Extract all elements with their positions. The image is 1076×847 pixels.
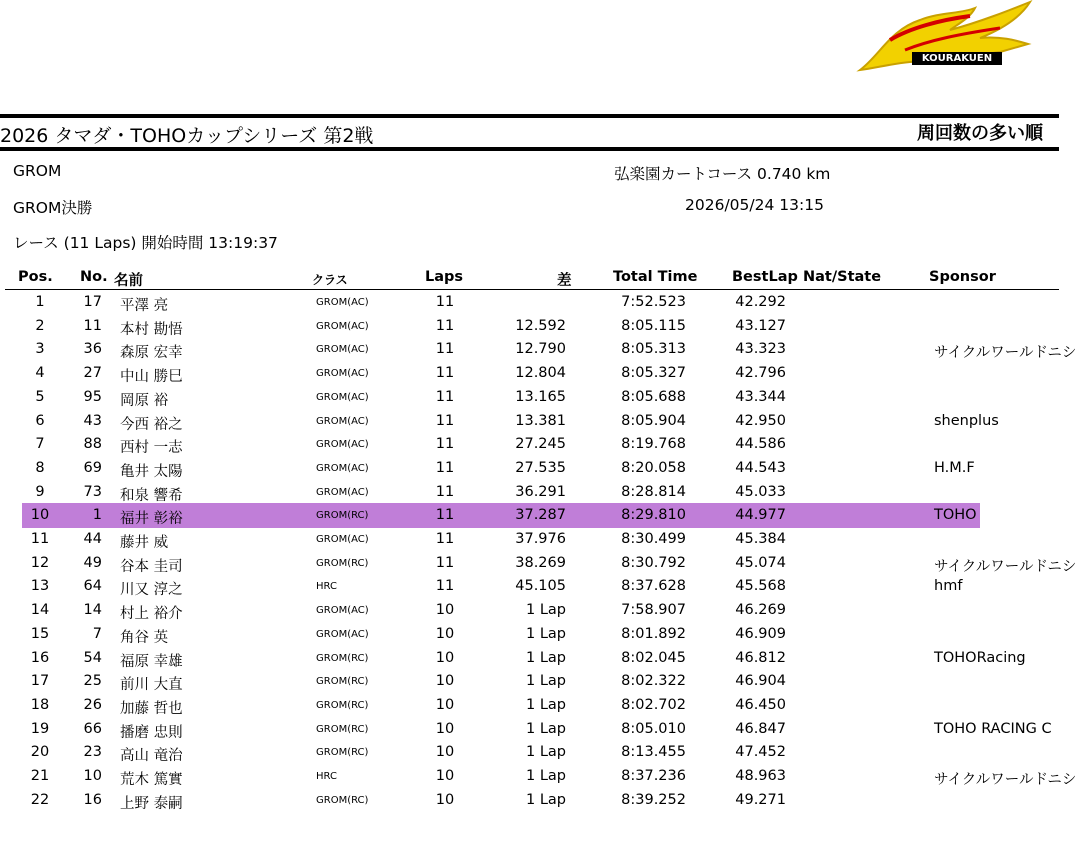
cell-name: 谷本 圭司 <box>120 558 183 575</box>
cell-pos: 22 <box>30 791 50 808</box>
cell-diff: 1 Lap <box>525 602 566 619</box>
cell-pos: 12 <box>30 554 50 571</box>
cell-diff: 1 Lap <box>525 673 566 690</box>
table-row <box>0 291 1059 315</box>
cell-best: 48.963 <box>735 768 786 784</box>
cell-best: 45.568 <box>735 578 786 595</box>
cell-pos: 20 <box>30 744 50 761</box>
cell-name: 角谷 英 <box>120 629 169 646</box>
cell-name: 中山 勝巳 <box>120 369 183 386</box>
cell-class: GROM(AC) <box>316 415 369 427</box>
course-info: 弘楽園カートコース 0.740 km <box>614 165 831 183</box>
table-row <box>0 623 1059 647</box>
logo-text: KOURAKUEN <box>921 53 993 64</box>
cell-laps: 11 <box>435 507 455 524</box>
col-class: クラス <box>312 273 348 287</box>
cell-total: 7:52.523 <box>621 294 686 310</box>
cell-total: 8:37.628 <box>621 578 686 595</box>
cell-name: 川又 淳之 <box>120 582 183 599</box>
cell-diff: 1 Lap <box>525 649 566 666</box>
cell-laps: 11 <box>435 483 455 500</box>
cell-name: 前川 大直 <box>120 677 183 694</box>
cell-pos: 4 <box>35 365 45 382</box>
cell-name: 亀井 太陽 <box>120 463 183 480</box>
cell-class: GROM(RC) <box>316 557 369 569</box>
cell-sponsor: サイクルワールドニシ <box>934 558 1076 575</box>
cell-no: 36 <box>83 341 102 358</box>
cell-laps: 11 <box>435 365 455 382</box>
cell-laps: 10 <box>435 744 455 761</box>
cell-diff: 1 Lap <box>525 768 566 784</box>
cell-sponsor: H.M.F <box>934 459 975 476</box>
table-row <box>0 575 1059 599</box>
table-row <box>0 670 1059 694</box>
cell-name: 村上 裕介 <box>120 606 183 623</box>
cell-pos: 1 <box>35 294 45 310</box>
cell-best: 49.271 <box>735 791 786 808</box>
table-row <box>0 410 1059 434</box>
cell-name: 森原 宏幸 <box>120 345 183 362</box>
table-row <box>0 694 1059 718</box>
cell-pos: 21 <box>30 768 50 784</box>
cell-laps: 10 <box>435 720 455 737</box>
cell-no: 43 <box>83 412 102 429</box>
table-row <box>0 338 1076 362</box>
cell-class: GROM(AC) <box>316 297 369 308</box>
cell-total: 8:37.236 <box>621 768 686 784</box>
cell-no: 27 <box>83 365 102 382</box>
col-sponsor: Sponsor <box>929 269 996 285</box>
cell-diff: 1 Lap <box>525 720 566 737</box>
cell-pos: 6 <box>35 412 45 429</box>
cell-total: 8:05.313 <box>621 341 686 358</box>
cell-no: 11 <box>83 317 102 334</box>
table-row <box>0 457 1059 481</box>
table-row <box>0 718 1059 742</box>
cell-pos: 17 <box>30 673 50 690</box>
cell-class: GROM(AC) <box>316 391 369 403</box>
col-best: BestLap <box>732 269 798 285</box>
cell-class: GROM(AC) <box>316 486 369 498</box>
col-laps: Laps <box>425 269 464 285</box>
cell-laps: 10 <box>435 791 455 808</box>
cell-total: 8:28.814 <box>621 483 686 500</box>
cell-class: HRC <box>316 581 337 593</box>
cell-diff: 13.381 <box>515 412 566 429</box>
cell-no: 64 <box>83 578 102 595</box>
cell-sponsor: サイクルワールドニシ <box>934 345 1076 362</box>
cell-best: 42.292 <box>735 294 786 310</box>
cell-laps: 11 <box>435 531 455 547</box>
cell-total: 8:13.455 <box>621 744 686 761</box>
cell-class: GROM(AC) <box>316 368 369 380</box>
cell-laps: 11 <box>435 578 455 595</box>
cell-total: 7:58.907 <box>621 602 686 619</box>
table-row <box>0 741 1059 765</box>
logo-graphic <box>850 0 1040 80</box>
cell-no: 7 <box>92 625 102 642</box>
cell-diff: 27.245 <box>515 436 566 453</box>
cell-class: GROM(AC) <box>316 605 369 617</box>
cell-pos: 2 <box>35 317 45 334</box>
cell-best: 46.450 <box>735 696 786 713</box>
cell-name: 福原 幸雄 <box>120 653 183 670</box>
cell-class: GROM(RC) <box>316 699 369 711</box>
cell-best: 44.543 <box>735 459 786 476</box>
cell-best: 44.586 <box>735 436 786 453</box>
cell-best: 43.344 <box>735 388 786 405</box>
cell-best: 47.452 <box>735 744 786 761</box>
cell-no: 95 <box>83 388 102 405</box>
cell-total: 8:01.892 <box>621 625 686 642</box>
cell-class: GROM(RC) <box>316 676 369 688</box>
cell-class: GROM(AC) <box>316 320 369 332</box>
cell-no: 16 <box>83 791 102 808</box>
cell-diff: 27.535 <box>515 459 566 476</box>
race-info: レース (11 Laps) 開始時間 13:19:37 <box>13 234 278 252</box>
cell-laps: 11 <box>435 294 455 310</box>
cell-no: 73 <box>83 483 102 500</box>
cell-laps: 11 <box>435 554 455 571</box>
cell-no: 88 <box>83 436 102 453</box>
cell-pos: 19 <box>30 720 50 737</box>
event-title: 2026 タマダ・TOHOカップシリーズ 第2戦 <box>0 125 374 147</box>
table-row <box>0 599 1059 623</box>
cell-diff: 1 Lap <box>525 744 566 761</box>
cell-best: 46.909 <box>735 625 786 642</box>
col-total: Total Time <box>613 269 698 285</box>
cell-total: 8:02.045 <box>621 649 686 666</box>
table-row <box>0 386 1059 410</box>
cell-class: GROM(AC) <box>316 628 369 640</box>
cell-pos: 7 <box>35 436 45 453</box>
cell-sponsor: TOHO RACING C <box>934 720 1052 737</box>
cell-sponsor: TOHORacing <box>934 649 1026 666</box>
cell-name: 本村 勘悟 <box>120 321 183 338</box>
cell-name: 福井 彰裕 <box>120 511 183 528</box>
cell-total: 8:29.810 <box>621 507 686 524</box>
cell-best: 45.033 <box>735 483 786 500</box>
cell-diff: 13.165 <box>515 388 566 405</box>
cell-no: 44 <box>83 531 102 547</box>
cell-pos: 3 <box>35 341 45 358</box>
table-row <box>0 647 1059 671</box>
cell-pos: 9 <box>35 483 45 500</box>
table-row <box>0 433 1059 457</box>
cell-diff: 37.287 <box>515 507 566 524</box>
cell-diff: 38.269 <box>515 554 566 571</box>
cell-no: 69 <box>83 459 102 476</box>
cell-pos: 15 <box>30 625 50 642</box>
cell-diff: 1 Lap <box>525 791 566 808</box>
cell-total: 8:19.768 <box>621 436 686 453</box>
col-name: 名前 <box>114 273 143 289</box>
cell-pos: 8 <box>35 459 45 476</box>
cell-name: 加藤 哲也 <box>120 700 183 717</box>
cell-name: 今西 裕之 <box>120 416 183 433</box>
cell-pos: 13 <box>30 578 50 595</box>
cell-laps: 11 <box>435 388 455 405</box>
table-row <box>0 528 1059 552</box>
cell-pos: 11 <box>30 531 50 547</box>
cell-pos: 10 <box>30 507 50 524</box>
cell-name: 西村 一志 <box>120 440 183 457</box>
cell-sponsor: TOHO <box>934 507 977 524</box>
cell-pos: 18 <box>30 696 50 713</box>
cell-diff: 1 Lap <box>525 625 566 642</box>
cell-class: GROM(AC) <box>316 439 369 451</box>
category-label: GROM <box>13 162 62 180</box>
cell-sponsor: サイクルワールドニシ <box>934 772 1076 788</box>
cell-no: 17 <box>83 294 102 310</box>
cell-laps: 10 <box>435 649 455 666</box>
cell-laps: 10 <box>435 696 455 713</box>
cell-name: 高山 竜治 <box>120 748 183 765</box>
cell-class: GROM(AC) <box>316 462 369 474</box>
cell-laps: 11 <box>435 317 455 334</box>
cell-name: 和泉 響希 <box>120 487 183 504</box>
cell-pos: 14 <box>30 602 50 619</box>
cell-class: GROM(RC) <box>316 510 369 522</box>
col-diff: 差 <box>557 273 572 289</box>
cell-name: 岡原 裕 <box>120 392 169 409</box>
cell-no: 54 <box>83 649 102 666</box>
cell-no: 10 <box>83 768 102 784</box>
cell-total: 8:30.792 <box>621 554 686 571</box>
cell-class: GROM(AC) <box>316 344 369 356</box>
cell-best: 43.127 <box>735 317 786 334</box>
cell-class: GROM(RC) <box>316 652 369 664</box>
cell-diff: 12.592 <box>515 317 566 334</box>
cell-laps: 10 <box>435 768 455 784</box>
cell-total: 8:05.904 <box>621 412 686 429</box>
cell-sponsor: shenplus <box>934 412 999 429</box>
cell-diff: 45.105 <box>515 578 566 595</box>
header-divider <box>5 289 1059 290</box>
cell-total: 8:05.115 <box>621 317 686 334</box>
cell-total: 8:05.010 <box>621 720 686 737</box>
table-row <box>0 504 1059 528</box>
cell-laps: 11 <box>435 436 455 453</box>
cell-best: 43.323 <box>735 341 786 358</box>
cell-laps: 10 <box>435 602 455 619</box>
cell-total: 8:02.702 <box>621 696 686 713</box>
cell-sponsor: hmf <box>934 578 963 595</box>
cell-no: 26 <box>83 696 102 713</box>
cell-best: 42.950 <box>735 412 786 429</box>
table-row <box>0 481 1059 505</box>
cell-name: 平澤 亮 <box>120 298 169 314</box>
table-row <box>0 552 1076 576</box>
cell-total: 8:02.322 <box>621 673 686 690</box>
cell-diff: 37.976 <box>515 531 566 547</box>
table-row <box>0 789 1059 813</box>
cell-total: 8:39.252 <box>621 791 686 808</box>
cell-best: 46.904 <box>735 673 786 690</box>
cell-laps: 11 <box>435 412 455 429</box>
cell-no: 1 <box>92 507 102 524</box>
cell-pos: 5 <box>35 388 45 405</box>
cell-class: GROM(RC) <box>316 723 369 735</box>
cell-name: 上野 泰嗣 <box>120 795 183 812</box>
cell-class: GROM(AC) <box>316 534 369 545</box>
cell-best: 46.847 <box>735 720 786 737</box>
cell-name: 荒木 篤實 <box>120 772 183 788</box>
cell-total: 8:20.058 <box>621 459 686 476</box>
cell-best: 44.977 <box>735 507 786 524</box>
cell-diff: 12.790 <box>515 341 566 358</box>
table-row <box>0 765 1076 789</box>
race-datetime: 2026/05/24 13:15 <box>685 196 824 214</box>
col-no: No. <box>80 269 108 285</box>
session-label: GROM決勝 <box>13 199 93 217</box>
cell-no: 49 <box>83 554 102 571</box>
cell-laps: 11 <box>435 341 455 358</box>
kourakuen-logo <box>850 0 1040 80</box>
cell-no: 25 <box>83 673 102 690</box>
cell-total: 8:30.499 <box>621 531 686 547</box>
cell-no: 23 <box>83 744 102 761</box>
cell-best: 45.074 <box>735 554 786 571</box>
cell-class: GROM(RC) <box>316 747 369 759</box>
table-row <box>0 315 1059 339</box>
title-rule-bottom <box>0 147 1059 151</box>
col-nat: Nat/State <box>803 269 882 285</box>
cell-best: 46.812 <box>735 649 786 666</box>
cell-best: 42.796 <box>735 365 786 382</box>
cell-laps: 10 <box>435 625 455 642</box>
cell-class: HRC <box>316 771 337 782</box>
cell-diff: 12.804 <box>515 365 566 382</box>
cell-diff: 36.291 <box>515 483 566 500</box>
cell-no: 14 <box>83 602 102 619</box>
cell-name: 播磨 忠則 <box>120 724 183 741</box>
cell-class: GROM(RC) <box>316 794 369 806</box>
sort-label: 周回数の多い順 <box>917 123 1043 144</box>
cell-total: 8:05.688 <box>621 388 686 405</box>
cell-laps: 10 <box>435 673 455 690</box>
cell-name: 藤井 威 <box>120 535 169 551</box>
cell-no: 66 <box>83 720 102 737</box>
table-row <box>0 362 1059 386</box>
cell-diff: 1 Lap <box>525 696 566 713</box>
title-rule-top <box>0 114 1059 118</box>
cell-total: 8:05.327 <box>621 365 686 382</box>
col-pos: Pos. <box>18 269 53 285</box>
cell-best: 46.269 <box>735 602 786 619</box>
cell-best: 45.384 <box>735 531 786 547</box>
cell-pos: 16 <box>30 649 50 666</box>
cell-laps: 11 <box>435 459 455 476</box>
